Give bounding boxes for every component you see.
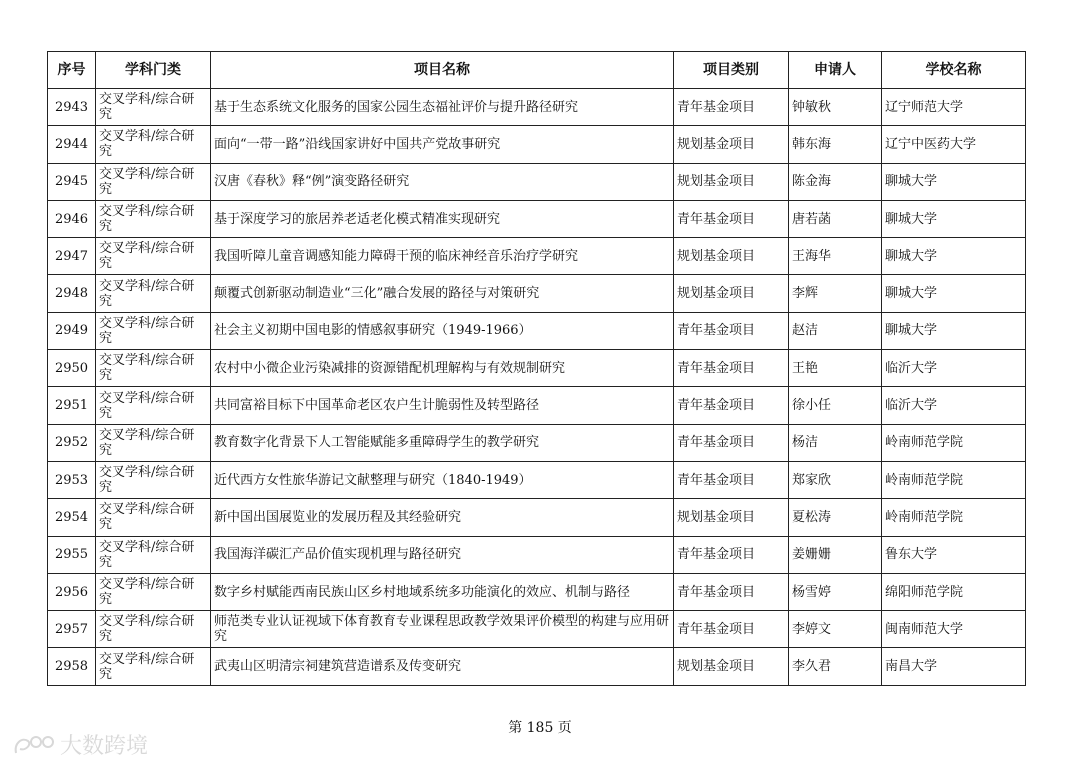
col-header-applicant: 申请人 [789, 52, 882, 89]
cell-title: 教育数字化背景下人工智能赋能多重障碍学生的教学研究 [211, 424, 674, 461]
cell-subject: 交叉学科/综合研究 [96, 238, 211, 275]
cell-school: 南昌大学 [882, 648, 1026, 685]
table-row [48, 424, 1026, 461]
table-header-row [48, 52, 1026, 89]
cell-subject: 交叉学科/综合研究 [96, 163, 211, 200]
table-row [48, 89, 1026, 126]
cell-type: 青年基金项目 [674, 611, 789, 648]
cell-subject: 交叉学科/综合研究 [96, 611, 211, 648]
cell-type: 青年基金项目 [674, 461, 789, 498]
cell-applicant: 杨洁 [789, 424, 882, 461]
cell-school: 聊城大学 [882, 275, 1026, 312]
cell-applicant: 徐小任 [789, 387, 882, 424]
cell-subject: 交叉学科/综合研究 [96, 648, 211, 685]
cell-applicant: 唐若菡 [789, 200, 882, 237]
cell-title: 基于生态系统文化服务的国家公园生态福祉评价与提升路径研究 [211, 89, 674, 126]
cell-no: 2945 [48, 163, 96, 200]
cell-applicant: 韩东海 [789, 126, 882, 163]
col-header-school: 学校名称 [882, 52, 1026, 89]
table-body [48, 89, 1026, 686]
cell-subject: 交叉学科/综合研究 [96, 461, 211, 498]
cell-title: 面向“一带一路”沿线国家讲好中国共产党故事研究 [211, 126, 674, 163]
cell-title: 共同富裕目标下中国革命老区农户生计脆弱性及转型路径 [211, 387, 674, 424]
col-header-subject: 学科门类 [96, 52, 211, 89]
page-number: 第 185 页 [508, 720, 572, 736]
cell-subject: 交叉学科/综合研究 [96, 312, 211, 349]
cell-applicant: 李婷文 [789, 611, 882, 648]
cell-title: 颠覆式创新驱动制造业“三化”融合发展的路径与对策研究 [211, 275, 674, 312]
cell-no: 2953 [48, 461, 96, 498]
cell-applicant: 钟敏秋 [789, 89, 882, 126]
cell-school: 辽宁师范大学 [882, 89, 1026, 126]
table-row [48, 573, 1026, 610]
cell-title: 基于深度学习的旅居养老适老化模式精准实现研究 [211, 200, 674, 237]
table-row [48, 312, 1026, 349]
cell-school: 岭南师范学院 [882, 461, 1026, 498]
cell-title: 近代西方女性旅华游记文献整理与研究（1840-1949） [211, 461, 674, 498]
cell-no: 2951 [48, 387, 96, 424]
cell-type: 规划基金项目 [674, 163, 789, 200]
cell-subject: 交叉学科/综合研究 [96, 89, 211, 126]
cell-type: 规划基金项目 [674, 238, 789, 275]
table-row [48, 611, 1026, 648]
project-table [47, 51, 1026, 686]
cell-subject: 交叉学科/综合研究 [96, 499, 211, 536]
table-row [48, 536, 1026, 573]
cell-type: 规划基金项目 [674, 275, 789, 312]
table-row [48, 163, 1026, 200]
cell-applicant: 夏松涛 [789, 499, 882, 536]
cell-no: 2955 [48, 536, 96, 573]
cell-title: 社会主义初期中国电影的情感叙事研究（1949-1966） [211, 312, 674, 349]
cell-no: 2956 [48, 573, 96, 610]
cell-applicant: 姜姗姗 [789, 536, 882, 573]
table-row [48, 238, 1026, 275]
cell-no: 2952 [48, 424, 96, 461]
cell-subject: 交叉学科/综合研究 [96, 350, 211, 387]
cell-type: 青年基金项目 [674, 387, 789, 424]
table-row [48, 499, 1026, 536]
table-row [48, 275, 1026, 312]
cell-subject: 交叉学科/综合研究 [96, 200, 211, 237]
cell-subject: 交叉学科/综合研究 [96, 387, 211, 424]
watermark [12, 729, 148, 760]
cell-subject: 交叉学科/综合研究 [96, 126, 211, 163]
cell-type: 青年基金项目 [674, 350, 789, 387]
cell-type: 青年基金项目 [674, 312, 789, 349]
cell-subject: 交叉学科/综合研究 [96, 573, 211, 610]
table-row [48, 387, 1026, 424]
cell-title: 我国听障儿童音调感知能力障碍干预的临床神经音乐治疗学研究 [211, 238, 674, 275]
cell-school: 临沂大学 [882, 387, 1026, 424]
cell-school: 聊城大学 [882, 200, 1026, 237]
cell-school: 临沂大学 [882, 350, 1026, 387]
cell-title: 我国海洋碳汇产品价值实现机理与路径研究 [211, 536, 674, 573]
cell-title: 新中国出国展览业的发展历程及其经验研究 [211, 499, 674, 536]
cell-subject: 交叉学科/综合研究 [96, 275, 211, 312]
cell-school: 岭南师范学院 [882, 499, 1026, 536]
cell-title: 汉唐《春秋》释“例”演变路径研究 [211, 163, 674, 200]
cell-type: 青年基金项目 [674, 89, 789, 126]
table-row [48, 350, 1026, 387]
cell-type: 青年基金项目 [674, 200, 789, 237]
cell-applicant: 赵洁 [789, 312, 882, 349]
cell-title: 武夷山区明清宗祠建筑营造谱系及传变研究 [211, 648, 674, 685]
cell-subject: 交叉学科/综合研究 [96, 424, 211, 461]
col-header-type: 项目类别 [674, 52, 789, 89]
cell-applicant: 李久君 [789, 648, 882, 685]
cell-school: 鲁东大学 [882, 536, 1026, 573]
cell-applicant: 杨雪婷 [789, 573, 882, 610]
cell-no: 2949 [48, 312, 96, 349]
cell-no: 2957 [48, 611, 96, 648]
brand-logo-icon [12, 733, 56, 757]
cell-title: 数字乡村赋能西南民族山区乡村地域系统多功能演化的效应、机制与路径 [211, 573, 674, 610]
cell-school: 闽南师范大学 [882, 611, 1026, 648]
cell-title: 农村中小微企业污染减排的资源错配机理解构与有效规制研究 [211, 350, 674, 387]
table-row [48, 648, 1026, 685]
cell-no: 2954 [48, 499, 96, 536]
table-row [48, 200, 1026, 237]
cell-subject: 交叉学科/综合研究 [96, 536, 211, 573]
cell-no: 2950 [48, 350, 96, 387]
cell-school: 聊城大学 [882, 238, 1026, 275]
cell-no: 2943 [48, 89, 96, 126]
cell-type: 规划基金项目 [674, 648, 789, 685]
cell-school: 聊城大学 [882, 312, 1026, 349]
table-row [48, 461, 1026, 498]
cell-no: 2947 [48, 238, 96, 275]
cell-school: 岭南师范学院 [882, 424, 1026, 461]
cell-type: 规划基金项目 [674, 126, 789, 163]
watermark-text: 大数跨境 [60, 734, 149, 759]
cell-school: 辽宁中医药大学 [882, 126, 1026, 163]
cell-no: 2944 [48, 126, 96, 163]
cell-no: 2946 [48, 200, 96, 237]
cell-no: 2958 [48, 648, 96, 685]
cell-no: 2948 [48, 275, 96, 312]
col-header-title: 项目名称 [211, 52, 674, 89]
cell-type: 青年基金项目 [674, 424, 789, 461]
table-row [48, 126, 1026, 163]
cell-type: 青年基金项目 [674, 573, 789, 610]
cell-type: 青年基金项目 [674, 536, 789, 573]
cell-school: 聊城大学 [882, 163, 1026, 200]
cell-applicant: 李辉 [789, 275, 882, 312]
cell-title: 师范类专业认证视域下体育教育专业课程思政教学效果评价模型的构建与应用研究 [211, 611, 674, 648]
cell-school: 绵阳师范学院 [882, 573, 1026, 610]
cell-applicant: 陈金海 [789, 163, 882, 200]
cell-applicant: 郑家欣 [789, 461, 882, 498]
cell-type: 规划基金项目 [674, 499, 789, 536]
cell-applicant: 王海华 [789, 238, 882, 275]
col-header-no: 序号 [48, 52, 96, 89]
cell-applicant: 王艳 [789, 350, 882, 387]
